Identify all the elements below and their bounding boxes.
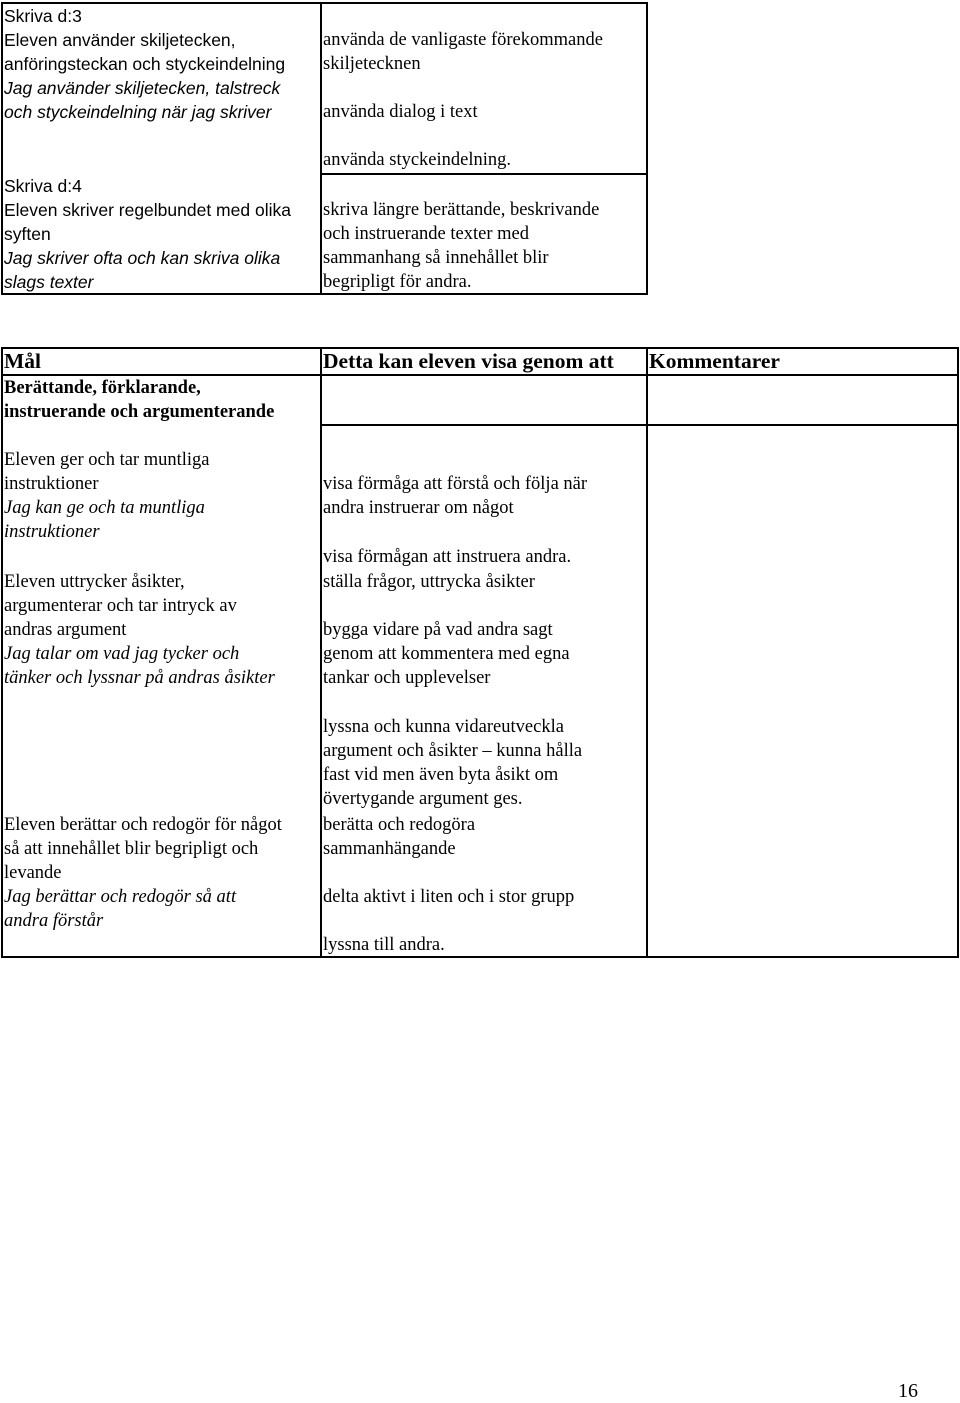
section-subheading: Berättande, förklarande, xyxy=(4,378,201,398)
goal-student-text: och styckeindelning när jag skriver xyxy=(4,102,272,122)
table1-row-divider-right xyxy=(320,173,648,175)
goal-student-text: Jag skriver ofta och kan skriva olika xyxy=(4,248,281,268)
show-text: begripligt för andra. xyxy=(323,272,472,292)
goal-heading: Skriva d:4 xyxy=(4,176,82,196)
show-text: bygga vidare på vad andra sagt xyxy=(323,620,553,640)
goal-text: argumenterar och tar intryck av xyxy=(4,596,237,616)
goal-text: Eleven uttrycker åsikter, xyxy=(4,572,185,592)
show-text: använda styckeindelning. xyxy=(323,150,512,170)
show-text: tankar och upplevelser xyxy=(323,668,491,688)
show-text: visa förmågan att instruera andra. xyxy=(323,547,572,567)
goal-text: Eleven berättar och redogör för något xyxy=(4,815,282,835)
section-subheading: instruerande och argumenterande xyxy=(4,402,275,422)
table2-column-divider-1 xyxy=(320,347,322,958)
goal-text: levande xyxy=(4,863,62,883)
goal-student-text: Jag kan ge och ta muntliga xyxy=(4,498,205,518)
show-text: andra instruerar om något xyxy=(323,498,514,518)
show-text: och instruerande texter med xyxy=(323,224,529,244)
goal-student-text: Jag talar om vad jag tycker och xyxy=(4,644,240,664)
column-header-goal: Mål xyxy=(4,349,42,373)
goal-student-text: instruktioner xyxy=(4,522,100,542)
show-text: använda dialog i text xyxy=(323,102,478,122)
table2-column-divider-2 xyxy=(646,347,648,958)
show-text: sammanhängande xyxy=(323,839,456,859)
goal-text: syften xyxy=(4,224,51,244)
goal-heading: Skriva d:3 xyxy=(4,6,82,26)
show-text: delta aktivt i liten och i stor grupp xyxy=(323,887,575,907)
show-text: lyssna och kunna vidareutveckla xyxy=(323,717,564,737)
table1-column-divider xyxy=(320,2,322,295)
goal-student-text: Jag berättar och redogör så att xyxy=(4,887,237,907)
show-text: använda de vanligaste förekommande xyxy=(323,30,603,50)
show-text: ställa frågor, uttrycka åsikter xyxy=(323,572,535,592)
show-text: skriva längre berättande, beskrivande xyxy=(323,200,600,220)
show-text: argument och åsikter – kunna hålla xyxy=(323,741,583,761)
column-header-comments: Kommentarer xyxy=(649,349,780,373)
show-text: skiljetecknen xyxy=(323,54,421,74)
show-text: visa förmåga att förstå och följa när xyxy=(323,474,588,494)
goal-student-text: tänker och lyssnar på andras åsikter xyxy=(4,668,275,688)
goal-student-text: Jag använder skiljetecken, talstreck xyxy=(4,78,281,98)
goal-text: andras argument xyxy=(4,620,127,640)
table2-subheader-divider-right xyxy=(320,424,959,426)
goal-text: Eleven använder skiljetecken, xyxy=(4,30,236,50)
goal-text: så att innehållet blir begripligt och xyxy=(4,839,259,859)
show-text: genom att kommentera med egna xyxy=(323,644,570,664)
show-text: fast vid men även byta åsikt om xyxy=(323,765,559,785)
goal-text: Eleven ger och tar muntliga xyxy=(4,450,210,470)
goal-text: anföringsteckan och styckeindelning xyxy=(4,54,286,74)
page-number: 16 xyxy=(898,1380,918,1402)
column-header-show: Detta kan eleven visa genom att xyxy=(323,349,614,373)
show-text: lyssna till andra. xyxy=(323,935,445,955)
show-text: övertygande argument ges. xyxy=(323,789,523,809)
show-text: sammanhang så innehållet blir xyxy=(323,248,549,268)
goal-student-text: andra förstår xyxy=(4,911,104,931)
goal-text: instruktioner xyxy=(4,474,99,494)
goal-text: Eleven skriver regelbundet med olika xyxy=(4,200,291,220)
show-text: berätta och redogöra xyxy=(323,815,476,835)
goal-student-text: slags texter xyxy=(4,272,94,292)
